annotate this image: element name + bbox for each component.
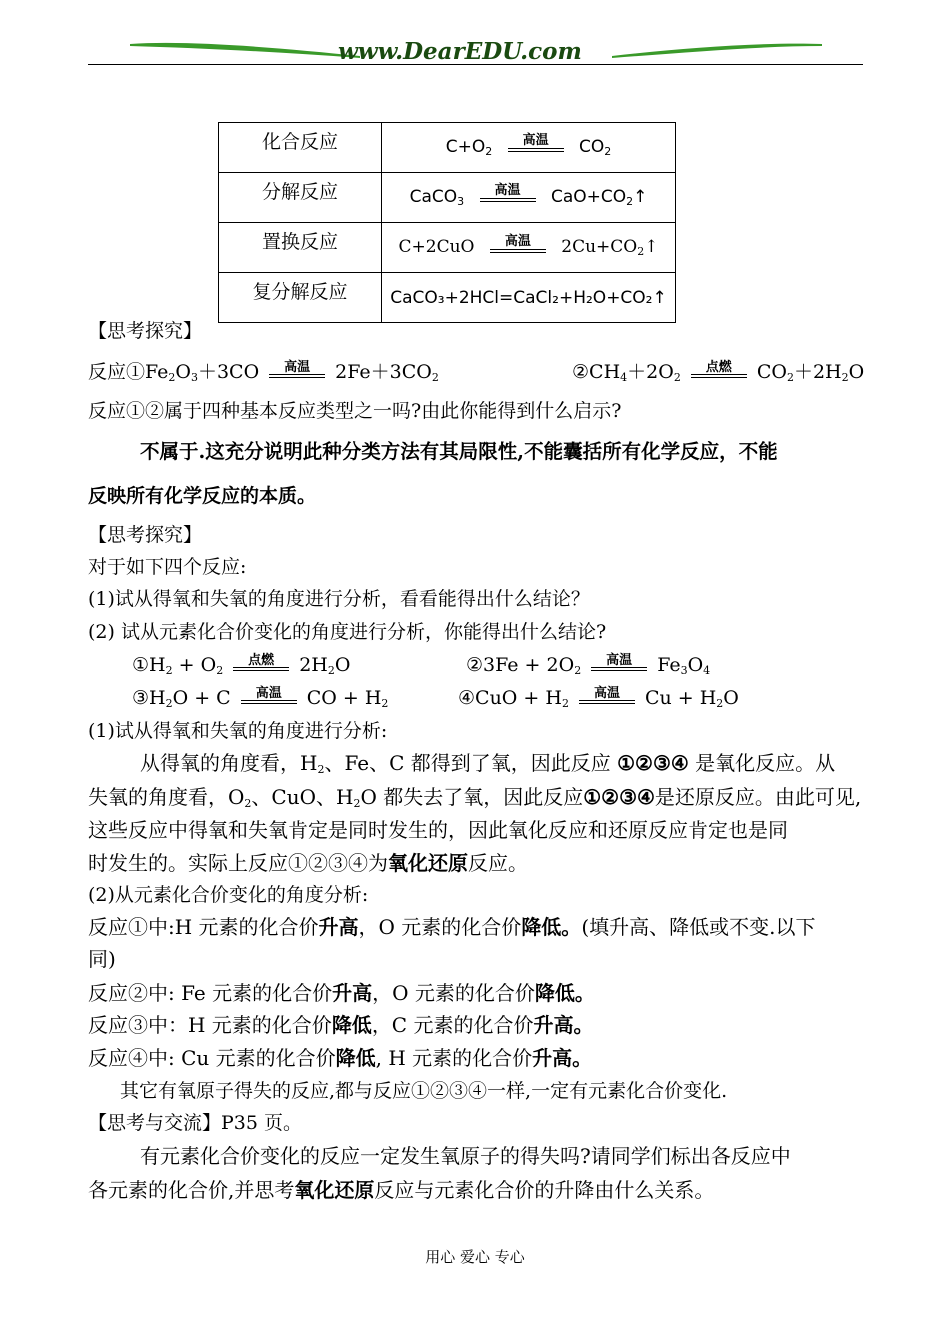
table-row — [219, 223, 676, 273]
answer-text: 时发生的。实际上反应①②③④为氧化还原反应。 — [88, 851, 528, 875]
answer-text: 反映所有化学反应的本质。 — [88, 485, 317, 507]
page-footer: 用心 爱心 专心 — [425, 1248, 525, 1266]
answer-text: 这些反应中得氧和失氧肯定是同时发生的，因此氧化反应和还原反应肯定也是同 — [88, 818, 788, 842]
question-text: (2) 试从元素化合价变化的角度进行分析，你能得出什么结论? — [88, 621, 607, 643]
subscript: 2 — [604, 145, 612, 158]
reaction-equation: ②3Fe + $2O_2$ 高温 $Fe_3O_4$ — [466, 653, 711, 677]
reaction-equation: ④CuO + $H_2$ 高温 $Cu + H_2O$ — [458, 686, 739, 710]
answer-text: 不属于.这充分说明此种分类方法有其局限性,不能囊括所有化学反应，不能 — [140, 440, 778, 463]
subscript: 2 — [626, 195, 634, 208]
header-swoosh-left — [130, 36, 360, 62]
condition-arrow: 高温 — [237, 689, 301, 709]
condition-arrow — [486, 233, 550, 258]
site-logo-text: www.DearEDU.com — [338, 38, 582, 65]
equation-cell — [382, 173, 676, 223]
answer-text: 同) — [88, 947, 116, 971]
condition-label: 高温 — [522, 133, 549, 148]
question-text: 反应①②属于四种基本反应类型之一吗?由此你能得到什么启示? — [88, 400, 622, 422]
summary-text: 其它有氧原子得失的反应,都与反应①②③④一样,一定有元素化合价变化. — [120, 1080, 728, 1102]
condition-arrow: 点燃 — [229, 656, 293, 676]
reaction-type-cell: 置换反应 — [219, 223, 382, 273]
answer-text: 反应③中：H 元素的化合价降低，C 元素的化合价升高。 — [88, 1013, 594, 1037]
subscript: 3 — [457, 195, 465, 208]
table-row — [219, 173, 676, 223]
subscript: 2 — [485, 145, 493, 158]
reaction-equation: $①H_2 + O_2$ 点燃 $2H_2O$ — [132, 653, 351, 677]
section-title: 【思考探究】 — [88, 320, 203, 342]
question-text: (1)试从得氧和失氧的角度进行分析，看看能得出什么结论？ — [88, 588, 590, 610]
gas-arrow-icon: ↑ — [633, 187, 648, 207]
equation-cell — [382, 123, 676, 173]
equation-reactant: CaCO — [409, 187, 458, 207]
reaction-type-cell: 分解反应 — [219, 173, 382, 223]
table-row — [219, 273, 676, 323]
reaction-type-table — [218, 122, 676, 323]
answer-text: 从得氧的角度看，$H_2$、Fe、C 都得到了氧，因此反应 ①②③④ 是氧化反应。从 — [140, 751, 836, 776]
condition-arrow — [476, 183, 540, 207]
answer-text: 反应①中:H 元素的化合价升高，O 元素的化合价降低。(填升高、降低或不变.以下 — [88, 915, 816, 939]
section-title: 【思考与交流】P35 页。 — [88, 1112, 303, 1134]
gas-arrow-icon: ↑ — [644, 237, 659, 257]
equation-product: CO — [579, 137, 605, 157]
reaction-2-equation: $②CH_4+2O_2$ 点燃 $CO_2+2H_2O$ — [572, 360, 865, 384]
equation-cell — [382, 223, 676, 273]
reaction-1-equation: 反应$①Fe_2O_3+3CO$ 高温 $2Fe+3CO_2$ — [88, 360, 439, 384]
exchange-text: 各元素的化合价,并思考氧化还原反应与元素化合价的升降由什么关系。 — [88, 1178, 715, 1202]
equation-reactant: C+2CuO — [398, 237, 475, 257]
exchange-text: 有元素化合价变化的反应一定发生氧原子的得失吗?请同学们标出各反应中 — [140, 1144, 791, 1168]
header-swoosh-right — [612, 36, 822, 62]
condition-arrow: 高温 — [575, 689, 639, 709]
condition-arrow: 高温 — [587, 656, 651, 676]
equation-product: 2Cu+CO — [561, 237, 638, 257]
answer-title: (1)试从得氧和失氧的角度进行分析: — [88, 720, 388, 742]
answer-title: (2)从元素化合价变化的角度分析: — [88, 884, 369, 906]
condition-label: 高温 — [494, 183, 521, 198]
equation-reactant: C+O — [445, 137, 486, 157]
table-row — [219, 123, 676, 173]
answer-text: 反应④中: Cu 元素的化合价降低, H 元素的化合价升高。 — [88, 1046, 593, 1070]
reaction-type-cell: 化合反应 — [219, 123, 382, 173]
subscript: 2 — [637, 245, 645, 258]
equation-product: CaO+CO — [550, 187, 627, 207]
condition-arrow — [504, 133, 568, 157]
reaction-equation: $③H_2O + C$ 高温 CO + $H_2$ — [132, 686, 389, 710]
section-title: 【思考探究】 — [88, 524, 203, 546]
reaction-type-cell: 复分解反应 — [219, 273, 382, 323]
answer-text: 失氧的角度看，$O_2$、CuO、$H_2O$ 都失去了氧，因此反应①②③④是还原反应。由此可见, — [88, 785, 862, 810]
answer-text: 反应②中: Fe 元素的化合价升高，O 元素的化合价降低。 — [88, 981, 595, 1005]
condition-label: 高温 — [504, 233, 531, 249]
header-rule — [88, 64, 863, 65]
equation-cell: CaCO₃+2HCl=CaCl₂+H₂O+CO₂↑ — [382, 273, 676, 323]
condition-arrow: 高温 — [265, 363, 329, 383]
condition-arrow: 点燃 — [687, 363, 751, 383]
intro-text: 对于如下四个反应: — [88, 556, 247, 578]
